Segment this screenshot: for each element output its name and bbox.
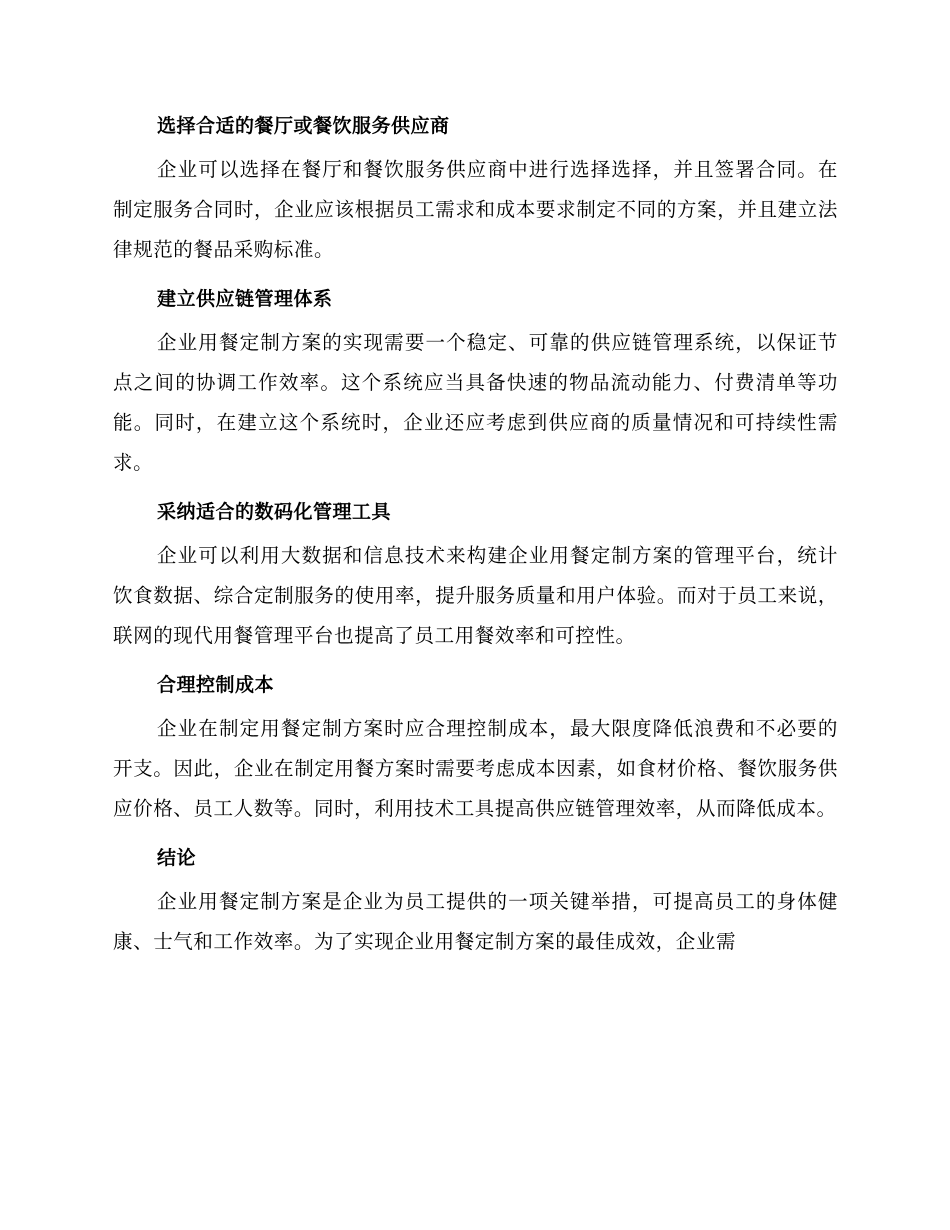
section-heading-cost-control: 合理控制成本 <box>157 674 275 696</box>
section-heading-digital-tools: 采纳适合的数码化管理工具 <box>157 501 392 523</box>
section-paragraph-cost-control: 企业在制定用餐定制方案时应合理控制成本，最大限度降低浪费和不必要的开支。因此，企业在制定用餐方案时需要考虑成本因素，如食材价格、餐饮服务供应价格、员工人数等。同时，利用技术工具提高供应链管理效率，从而降低成本。 <box>113 717 838 820</box>
document-body <box>113 106 838 971</box>
section-heading-conclusion: 结论 <box>157 847 197 869</box>
section-paragraph-supply-chain: 企业用餐定制方案的实现需要一个稳定、可靠的供应链管理系统，以保证节点之间的协调工作效率。这个系统应当具备快速的物品流动能力、付费清单等功能。同时，在建立这个系统时，企业还应考虑到供应商的质量情况和可持续性需求。 <box>113 331 838 474</box>
section-paragraph-digital-tools: 企业可以利用大数据和信息技术来构建企业用餐定制方案的管理平台，统计饮食数据、综合定制服务的使用率，提升服务质量和用户体验。而对于员工来说，联网的现代用餐管理平台也提高了员工用餐效率和可控性。 <box>113 544 838 647</box>
section-paragraph-conclusion: 企业用餐定制方案是企业为员工提供的一项关键举措，可提高员工的身体健康、士气和工作效率。为了实现企业用餐定制方案的最佳成效，企业需 <box>113 890 838 953</box>
section-heading-supply-chain: 建立供应链管理体系 <box>157 288 333 310</box>
section-heading-restaurant-supplier: 选择合适的餐厅或餐饮服务供应商 <box>157 115 450 137</box>
section-paragraph-restaurant-supplier: 企业可以选择在餐厅和餐饮服务供应商中进行选择选择，并且签署合同。在制定服务合同时，企业应该根据员工需求和成本要求制定不同的方案，并且建立法律规范的餐品采购标准。 <box>113 158 838 261</box>
